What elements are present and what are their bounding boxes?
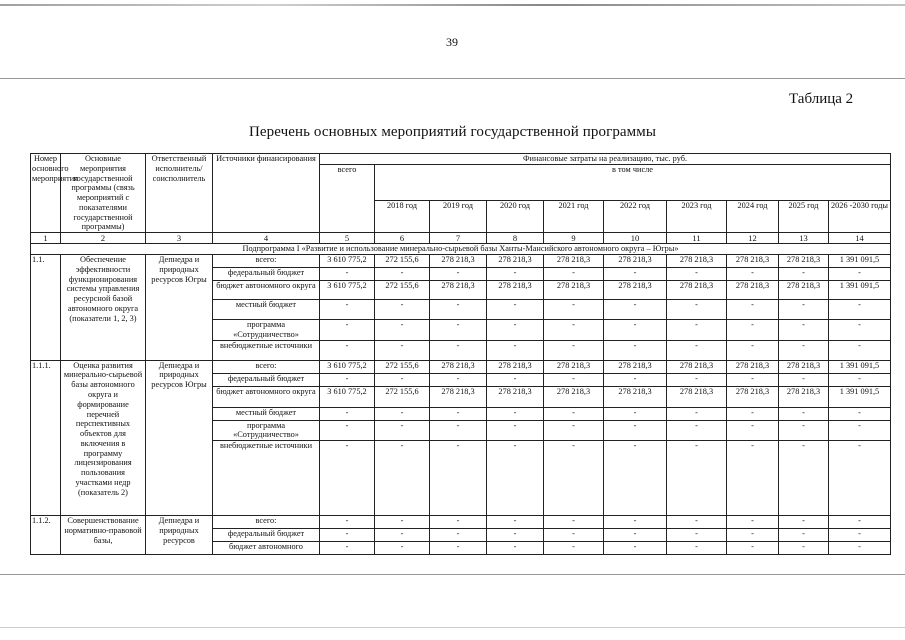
amount-cell: - bbox=[544, 373, 604, 386]
amount-cell: - bbox=[544, 516, 604, 529]
amount-cell: - bbox=[544, 420, 604, 441]
amount-cell: - bbox=[320, 529, 375, 542]
amount-cell: 278 218,3 bbox=[779, 255, 829, 268]
amount-cell: - bbox=[667, 529, 727, 542]
amount-cell: - bbox=[727, 529, 779, 542]
amount-cell: 278 218,3 bbox=[727, 386, 779, 407]
amount-cell: - bbox=[829, 373, 891, 386]
amount-cell: - bbox=[667, 268, 727, 281]
amount-cell: - bbox=[375, 516, 430, 529]
amount-cell: 278 218,3 bbox=[487, 360, 544, 373]
amount-cell: 1 391 091,5 bbox=[829, 255, 891, 268]
column-index: 4 bbox=[213, 233, 320, 244]
column-index: 1 bbox=[31, 233, 61, 244]
amount-cell: - bbox=[779, 300, 829, 320]
amount-cell: - bbox=[779, 340, 829, 360]
amount-cell: - bbox=[375, 300, 430, 320]
amount-cell: - bbox=[320, 320, 375, 341]
subprogram-title: Подпрограмма I «Развитие и использование минерально-сырьевой базы Ханты-Мансийского автономного округа – Югры» bbox=[31, 244, 891, 255]
amount-cell: 278 218,3 bbox=[667, 360, 727, 373]
amount-cell: 278 218,3 bbox=[544, 255, 604, 268]
amount-cell: 1 391 091,5 bbox=[829, 360, 891, 373]
amount-cell: - bbox=[487, 516, 544, 529]
column-index: 9 bbox=[544, 233, 604, 244]
header-responsible: Ответственный исполнитель/ соисполнитель bbox=[146, 154, 213, 233]
amount-cell: - bbox=[487, 542, 544, 555]
amount-cell: 278 218,3 bbox=[727, 255, 779, 268]
amount-cell: - bbox=[375, 529, 430, 542]
funding-source: бюджет автономного округа bbox=[213, 281, 320, 300]
amount-cell: - bbox=[779, 373, 829, 386]
amount-cell: - bbox=[487, 340, 544, 360]
header-including: в том числе bbox=[375, 164, 891, 200]
amount-cell: - bbox=[667, 441, 727, 516]
column-index-row bbox=[31, 233, 891, 244]
amount-cell: 3 610 775,2 bbox=[320, 386, 375, 407]
amount-cell: 278 218,3 bbox=[487, 281, 544, 300]
amount-cell: - bbox=[727, 320, 779, 341]
amount-cell: 272 155,6 bbox=[375, 386, 430, 407]
amount-cell: - bbox=[375, 420, 430, 441]
column-index: 5 bbox=[320, 233, 375, 244]
amount-cell: - bbox=[430, 516, 487, 529]
amount-cell: - bbox=[667, 420, 727, 441]
amount-cell: - bbox=[604, 300, 667, 320]
amount-cell: 3 610 775,2 bbox=[320, 360, 375, 373]
amount-cell: - bbox=[487, 268, 544, 281]
amount-cell: - bbox=[375, 407, 430, 420]
amount-cell: 278 218,3 bbox=[779, 360, 829, 373]
amount-cell: - bbox=[544, 268, 604, 281]
amount-cell: 278 218,3 bbox=[727, 281, 779, 300]
amount-cell: 278 218,3 bbox=[727, 360, 779, 373]
scan-line-bottom bbox=[0, 627, 905, 628]
amount-cell: - bbox=[727, 441, 779, 516]
amount-cell: 278 218,3 bbox=[487, 386, 544, 407]
funding-source: внебюджетные источники bbox=[213, 340, 320, 360]
activity-name: Оценка развития минерально-сырьевой базы автономного округа и формирование перечней перспективных объектов для включения в программу лицензирования пользования участками недр (показатель 2) bbox=[61, 360, 146, 516]
amount-cell: - bbox=[829, 516, 891, 529]
responsible-executor: Депнедра и природных ресурсов Югры bbox=[146, 360, 213, 516]
amount-cell: - bbox=[779, 407, 829, 420]
amount-cell: 278 218,3 bbox=[604, 360, 667, 373]
amount-cell: - bbox=[430, 529, 487, 542]
amount-cell: - bbox=[375, 320, 430, 341]
funding-source: федеральный бюджет bbox=[213, 373, 320, 386]
header-year: 2020 год bbox=[487, 200, 544, 233]
amount-cell: - bbox=[779, 529, 829, 542]
amount-cell: - bbox=[604, 407, 667, 420]
amount-cell: - bbox=[375, 340, 430, 360]
amount-cell: - bbox=[779, 268, 829, 281]
header-year: 2019 год bbox=[430, 200, 487, 233]
amount-cell: 278 218,3 bbox=[779, 281, 829, 300]
amount-cell: - bbox=[487, 441, 544, 516]
funding-source: бюджет автономного bbox=[213, 542, 320, 555]
amount-cell: - bbox=[779, 420, 829, 441]
scan-line bbox=[0, 574, 905, 575]
amount-cell: - bbox=[604, 373, 667, 386]
amount-cell: - bbox=[779, 542, 829, 555]
amount-cell: - bbox=[430, 320, 487, 341]
amount-cell: - bbox=[829, 542, 891, 555]
amount-cell: 278 218,3 bbox=[544, 386, 604, 407]
amount-cell: - bbox=[829, 340, 891, 360]
amount-cell: - bbox=[430, 420, 487, 441]
amount-cell: 278 218,3 bbox=[430, 360, 487, 373]
page-number: 39 bbox=[446, 35, 458, 49]
amount-cell: - bbox=[727, 542, 779, 555]
amount-cell: - bbox=[829, 320, 891, 341]
amount-cell: 278 218,3 bbox=[779, 386, 829, 407]
amount-cell: - bbox=[544, 300, 604, 320]
amount-cell: - bbox=[544, 340, 604, 360]
amount-cell: 3 610 775,2 bbox=[320, 255, 375, 268]
amount-cell: - bbox=[727, 373, 779, 386]
amount-cell: - bbox=[727, 268, 779, 281]
amount-cell: 278 218,3 bbox=[430, 281, 487, 300]
amount-cell: 278 218,3 bbox=[487, 255, 544, 268]
amount-cell: - bbox=[604, 516, 667, 529]
amount-cell: - bbox=[667, 373, 727, 386]
amount-cell: - bbox=[727, 407, 779, 420]
amount-cell: - bbox=[320, 420, 375, 441]
responsible-executor: Депнедра и природных ресурсов Югры bbox=[146, 255, 213, 361]
amount-cell: - bbox=[727, 340, 779, 360]
amount-cell: - bbox=[727, 300, 779, 320]
funding-source: федеральный бюджет bbox=[213, 529, 320, 542]
funding-source: всего: bbox=[213, 360, 320, 373]
table-label: Таблица 2 bbox=[789, 91, 854, 107]
amount-cell: - bbox=[544, 529, 604, 542]
amount-cell: - bbox=[604, 340, 667, 360]
amount-cell: - bbox=[487, 373, 544, 386]
amount-cell: 3 610 775,2 bbox=[320, 281, 375, 300]
header-year: 2023 год bbox=[667, 200, 727, 233]
amount-cell: - bbox=[487, 420, 544, 441]
amount-cell: - bbox=[430, 268, 487, 281]
amount-cell: - bbox=[779, 320, 829, 341]
amount-cell: - bbox=[667, 542, 727, 555]
funding-source: всего: bbox=[213, 255, 320, 268]
amount-cell: - bbox=[375, 373, 430, 386]
amount-cell: - bbox=[320, 340, 375, 360]
amount-cell: - bbox=[430, 441, 487, 516]
amount-cell: - bbox=[320, 268, 375, 281]
amount-cell: - bbox=[667, 407, 727, 420]
amount-cell: 278 218,3 bbox=[544, 360, 604, 373]
amount-cell: - bbox=[604, 441, 667, 516]
program-table bbox=[30, 153, 891, 555]
amount-cell: - bbox=[430, 542, 487, 555]
column-index: 11 bbox=[667, 233, 727, 244]
funding-source: внебюджетные источники bbox=[213, 441, 320, 516]
funding-source: местный бюджет bbox=[213, 407, 320, 420]
amount-cell: - bbox=[829, 529, 891, 542]
header-number: Номер основного мероприятия bbox=[31, 154, 61, 233]
header-year: 2025 год bbox=[779, 200, 829, 233]
amount-cell: - bbox=[604, 529, 667, 542]
activity-number: 1.1.1. bbox=[31, 360, 61, 516]
header-year: 2024 год bbox=[727, 200, 779, 233]
header-rule bbox=[0, 78, 905, 79]
amount-cell: 1 391 091,5 bbox=[829, 281, 891, 300]
column-index: 13 bbox=[779, 233, 829, 244]
amount-cell: - bbox=[430, 300, 487, 320]
amount-cell: - bbox=[544, 320, 604, 341]
amount-cell: - bbox=[544, 542, 604, 555]
table-row bbox=[31, 360, 891, 373]
header-year: 2018 год bbox=[375, 200, 430, 233]
table-row bbox=[31, 516, 891, 529]
amount-cell: - bbox=[430, 373, 487, 386]
funding-source: бюджет автономного округа bbox=[213, 386, 320, 407]
amount-cell: 278 218,3 bbox=[604, 255, 667, 268]
header-financial-costs: Финансовые затраты на реализацию, тыс. руб. bbox=[320, 154, 891, 165]
header-year: 2021 год bbox=[544, 200, 604, 233]
funding-source: всего: bbox=[213, 516, 320, 529]
amount-cell: - bbox=[727, 516, 779, 529]
header-year: 2026 -2030 годы bbox=[829, 200, 891, 233]
header-year: 2022 год bbox=[604, 200, 667, 233]
amount-cell: - bbox=[829, 420, 891, 441]
scan-edge-top bbox=[0, 4, 905, 6]
column-index: 7 bbox=[430, 233, 487, 244]
amount-cell: - bbox=[829, 268, 891, 281]
amount-cell: 278 218,3 bbox=[544, 281, 604, 300]
amount-cell: - bbox=[604, 542, 667, 555]
amount-cell: - bbox=[375, 441, 430, 516]
amount-cell: 278 218,3 bbox=[604, 386, 667, 407]
amount-cell: 278 218,3 bbox=[430, 386, 487, 407]
amount-cell: 278 218,3 bbox=[430, 255, 487, 268]
column-index: 2 bbox=[61, 233, 146, 244]
amount-cell: - bbox=[320, 300, 375, 320]
amount-cell: - bbox=[375, 542, 430, 555]
amount-cell: 272 155,6 bbox=[375, 281, 430, 300]
amount-cell: 1 391 091,5 bbox=[829, 386, 891, 407]
amount-cell: - bbox=[829, 300, 891, 320]
amount-cell: - bbox=[727, 420, 779, 441]
activity-name: Совершенствование нормативно-правовой базы, bbox=[61, 516, 146, 555]
amount-cell: - bbox=[320, 373, 375, 386]
column-index: 14 bbox=[829, 233, 891, 244]
activity-name: Обеспечение эффективности функционирования системы управления ресурсной базой автономного округа (показатели 1, 2, 3) bbox=[61, 255, 146, 361]
amount-cell: - bbox=[544, 407, 604, 420]
header-activity: Основные мероприятия государственной программы (связь мероприятий с показателями государственной программы) bbox=[61, 154, 146, 233]
amount-cell: - bbox=[604, 268, 667, 281]
amount-cell: - bbox=[829, 407, 891, 420]
amount-cell: 278 218,3 bbox=[667, 255, 727, 268]
funding-source: местный бюджет bbox=[213, 300, 320, 320]
column-index: 12 bbox=[727, 233, 779, 244]
amount-cell: 272 155,6 bbox=[375, 255, 430, 268]
subprogram-row bbox=[31, 244, 891, 255]
column-index: 6 bbox=[375, 233, 430, 244]
header-row bbox=[31, 154, 891, 165]
amount-cell: - bbox=[320, 516, 375, 529]
amount-cell: - bbox=[667, 516, 727, 529]
activity-number: 1.1.2. bbox=[31, 516, 61, 555]
amount-cell: 278 218,3 bbox=[604, 281, 667, 300]
activity-number: 1.1. bbox=[31, 255, 61, 361]
amount-cell: - bbox=[430, 340, 487, 360]
amount-cell: - bbox=[667, 340, 727, 360]
amount-cell: - bbox=[487, 300, 544, 320]
funding-source: программа «Сотрудничество» bbox=[213, 420, 320, 441]
amount-cell: - bbox=[544, 441, 604, 516]
header-total: всего bbox=[320, 164, 375, 232]
funding-source: программа «Сотрудничество» bbox=[213, 320, 320, 341]
table-row bbox=[31, 255, 891, 268]
responsible-executor: Депнедра и природных ресурсов bbox=[146, 516, 213, 555]
amount-cell: - bbox=[829, 441, 891, 516]
amount-cell: - bbox=[320, 441, 375, 516]
amount-cell: - bbox=[487, 407, 544, 420]
amount-cell: - bbox=[604, 320, 667, 341]
amount-cell: - bbox=[604, 420, 667, 441]
amount-cell: - bbox=[667, 320, 727, 341]
amount-cell: - bbox=[320, 407, 375, 420]
amount-cell: - bbox=[487, 529, 544, 542]
column-index: 8 bbox=[487, 233, 544, 244]
amount-cell: 278 218,3 bbox=[667, 281, 727, 300]
column-index: 10 bbox=[604, 233, 667, 244]
amount-cell: - bbox=[487, 320, 544, 341]
header-funding-source: Источники финансирования bbox=[213, 154, 320, 233]
amount-cell: - bbox=[779, 516, 829, 529]
amount-cell: - bbox=[779, 441, 829, 516]
amount-cell: - bbox=[667, 300, 727, 320]
amount-cell: - bbox=[375, 268, 430, 281]
column-index: 3 bbox=[146, 233, 213, 244]
amount-cell: 272 155,6 bbox=[375, 360, 430, 373]
funding-source: федеральный бюджет bbox=[213, 268, 320, 281]
amount-cell: - bbox=[320, 542, 375, 555]
document-title: Перечень основных мероприятий государственной программы bbox=[248, 124, 657, 140]
amount-cell: - bbox=[430, 407, 487, 420]
amount-cell: 278 218,3 bbox=[667, 386, 727, 407]
